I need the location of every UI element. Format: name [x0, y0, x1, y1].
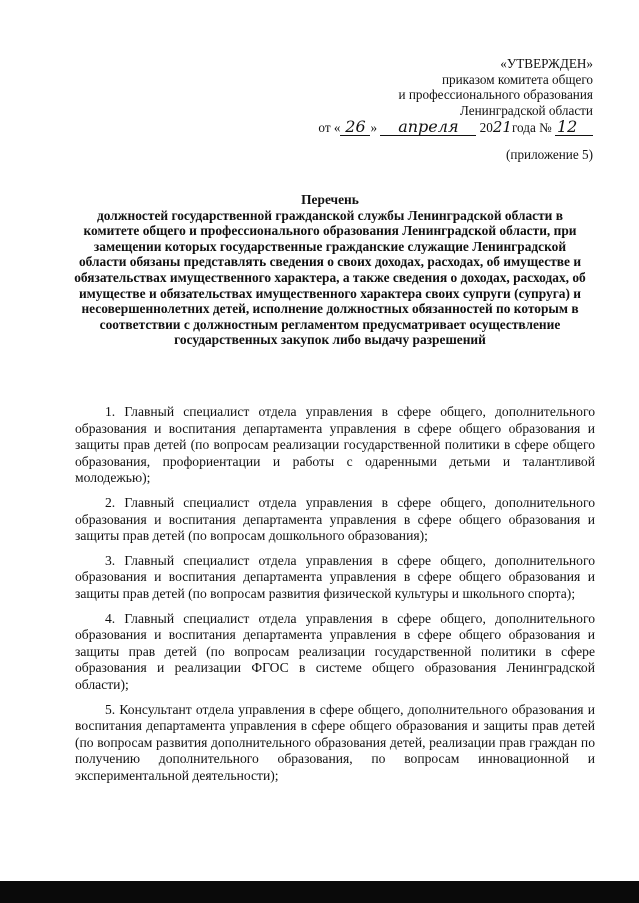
- approval-line: «УТВЕРЖДЕН»: [500, 56, 593, 71]
- scan-edge-bar: [0, 881, 639, 903]
- title-heading: Перечень: [301, 192, 359, 207]
- quote-close: »: [370, 120, 378, 136]
- list-item: 3. Главный специалист отдела управления в сфере общего, дополнительного образования и воспитания департамента управления в сфере общего образования и защиты прав детей (по вопросам развития физической культуры и школьного спорта);: [75, 552, 595, 601]
- order-date-line: [293, 119, 593, 136]
- from-prefix: от «: [318, 120, 341, 136]
- title-body: должностей государственной гражданской службы Ленинградской области в комитете общего и профессионального образования Ленинградской области, при замещении которых государственные гражданские служащие Ленинградской области обязаны представлять сведения о своих доходах, расходах, об имуществе и обязательствах имущественного характера, а также сведения о доходах, расходах, об имуществе и обязательствах имущественного характера своих супруги (супруга) и несовершеннолетних детей, исполнение должностных обязанностей по которым в соответствии с должностным регламентом предусматривает осуществление государственных закупок либо выдачу разрешений: [74, 207, 586, 348]
- year-prefix: 20: [479, 120, 493, 136]
- list-item: 1. Главный специалист отдела управления в сфере общего, дополнительного образования и воспитания департамента управления в сфере общего образования и защиты прав детей (по вопросам реализации государственной политики в сфере общего образования, профориентации и работы с одаренными детьми и талантливой молодежью);: [75, 404, 595, 486]
- handwritten-year-suffix: 21: [492, 118, 512, 137]
- handwritten-day: 26: [340, 119, 370, 136]
- list-item: 2. Главный специалист отдела управления в сфере общего, дополнительного образования и воспитания департамента управления в сфере общего образования и защиты прав детей (по вопросам дошкольного образования);: [75, 494, 595, 544]
- year-word: года №: [511, 120, 552, 136]
- handwritten-month: апреля: [380, 119, 476, 136]
- approval-line: и профессионального образования: [398, 87, 593, 103]
- approval-stamp: [293, 56, 593, 136]
- handwritten-order-number: 12: [555, 119, 593, 136]
- appendix-label: (приложение 5): [506, 147, 593, 162]
- list-item: 5. Консультант отдела управления в сфере общего, дополнительного образования и воспитания департамента управления в сфере общего образования и защиты прав детей (по вопросам развития дополнительного образования детей, реализации прав граждан по получению дополнительного образования, по вопросам инновационной и экспериментальной деятельности);: [75, 701, 595, 783]
- approval-line: приказом комитета общего: [441, 71, 593, 87]
- list-item: 4. Главный специалист отдела управления в сфере общего, дополнительного образования и воспитания департамента управления в сфере общего образования и защиты прав детей (по вопросам реализации государственной политики в сфере образования и реализации ФГОС в системе общего образования Ленинградской области);: [75, 610, 595, 692]
- document-title: [70, 192, 590, 348]
- approval-line: Ленинградской области: [459, 102, 593, 118]
- positions-list: [75, 404, 595, 792]
